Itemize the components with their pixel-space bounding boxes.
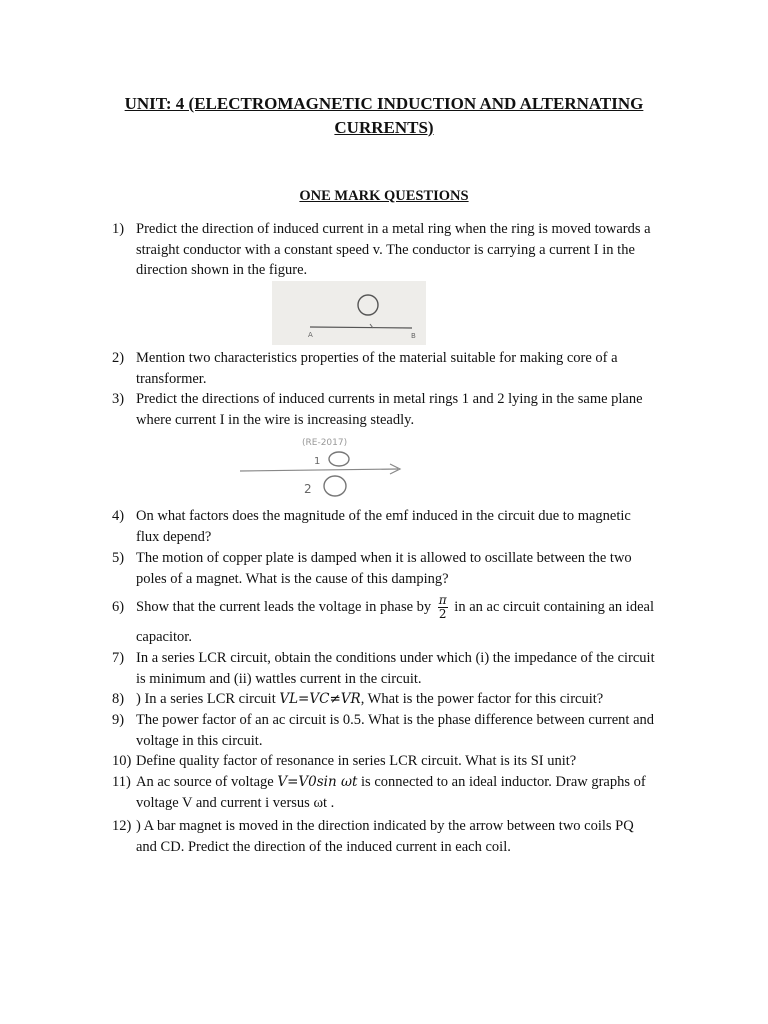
wire-end-label-b: B bbox=[411, 332, 416, 340]
question-12 bbox=[112, 816, 634, 857]
ring-1-label: 1 bbox=[314, 456, 321, 467]
question-11 bbox=[112, 772, 646, 813]
question-text-line: voltage in this circuit. bbox=[136, 732, 263, 749]
question-text-line: The power factor of an ac circuit is 0.5. What is the phase difference between current and bbox=[136, 712, 655, 728]
question-6 bbox=[112, 589, 654, 648]
question-number: 9) bbox=[112, 712, 125, 728]
question-text-line: straight conductor with a constant speed v. The conductor is carrying a current I in the bbox=[136, 241, 635, 258]
question-text-line: Mention two characteristics properties of the material suitable for making core of a bbox=[136, 350, 618, 366]
question-number: 4) bbox=[112, 508, 125, 524]
question-number: 11) bbox=[112, 774, 131, 790]
fraction-denominator: 2 bbox=[438, 607, 447, 622]
question-text-line: Predict the directions of induced currents in metal rings 1 and 2 lying in the same plane bbox=[136, 391, 643, 407]
question-10 bbox=[112, 751, 576, 772]
question-text-line: where current I in the wire is increasing steadly. bbox=[136, 411, 415, 428]
lcr-condition-formula: VL=VC≠VR bbox=[279, 691, 361, 707]
figure-two-rings bbox=[232, 432, 412, 504]
question-number: 12) bbox=[112, 818, 132, 834]
question-text-line: transformer. bbox=[136, 370, 207, 387]
question-text-line: The motion of copper plate is damped when it is allowed to oscillate between the two bbox=[136, 550, 632, 566]
question-text: Show that the current leads the voltage in phase by bbox=[136, 599, 432, 615]
question-text-line: direction shown in the figure. bbox=[136, 262, 308, 278]
question-text-line: Predict the direction of induced current in a metal ring when the ring is moved towards a bbox=[136, 221, 651, 237]
wire-end-label-a: A bbox=[308, 331, 313, 339]
ring-2-label: 2 bbox=[304, 482, 312, 496]
question-text-line: On what factors does the magnitude of the emf induced in the circuit due to magnetic bbox=[136, 508, 631, 524]
two-rings-diagram bbox=[232, 432, 412, 504]
question-number: 10) bbox=[112, 753, 132, 769]
question-5 bbox=[112, 548, 632, 589]
question-text-line: Define quality factor of resonance in series LCR circuit. What is its SI unit? bbox=[136, 753, 577, 769]
question-8 bbox=[112, 689, 603, 710]
section-heading: ONE MARK QUESTIONS bbox=[299, 188, 469, 204]
question-text: ) In a series LCR circuit bbox=[136, 691, 280, 707]
question-text: An ac source of voltage bbox=[136, 774, 278, 790]
figure-ring-near-conductor bbox=[272, 281, 426, 345]
question-text-line: poles of a magnet. What is the cause of this damping? bbox=[136, 570, 449, 587]
ring-conductor-diagram bbox=[272, 281, 426, 345]
question-text-line: and CD. Predict the direction of the induced current in each coil. bbox=[136, 838, 511, 855]
question-text-line: ) A bar magnet is moved in the direction indicated by the arrow between two coils PQ bbox=[136, 818, 634, 834]
question-text: , What is the power factor for this circuit? bbox=[360, 691, 604, 707]
question-number: 3) bbox=[112, 391, 125, 407]
question-text-line: is minimum and (ii) wattles current in the circuit. bbox=[136, 670, 422, 687]
pi-over-2-fraction bbox=[438, 594, 448, 621]
question-number: 8) bbox=[112, 691, 125, 707]
question-text: in an ac circuit containing an ideal bbox=[454, 599, 654, 615]
ac-voltage-formula: V=V0sin ωt bbox=[277, 774, 358, 790]
question-7 bbox=[112, 648, 655, 689]
question-number: 2) bbox=[112, 350, 125, 366]
unit-title-line-1: UNIT: 4 (ELECTROMAGNETIC INDUCTION AND ALTERNATING bbox=[124, 94, 644, 113]
question-2 bbox=[112, 348, 618, 389]
question-text-line: flux depend? bbox=[136, 528, 212, 545]
question-number: 1) bbox=[112, 221, 125, 237]
question-number: 5) bbox=[112, 550, 125, 566]
question-text-line: capacitor. bbox=[136, 629, 192, 645]
question-text: is connected to an ideal inductor. Draw graphs of bbox=[357, 774, 646, 790]
question-9 bbox=[112, 710, 654, 751]
question-number: 6) bbox=[112, 599, 125, 615]
question-4 bbox=[112, 506, 631, 547]
question-3 bbox=[112, 389, 643, 430]
question-1 bbox=[112, 219, 651, 281]
question-number: 7) bbox=[112, 650, 125, 666]
unit-title-line-2: CURRENTS) bbox=[334, 118, 434, 137]
fraction-numerator: π bbox=[438, 593, 447, 608]
question-text-line: voltage V and current i versus ωt . bbox=[136, 794, 335, 811]
question-text-line: In a series LCR circuit, obtain the conditions under which (i) the impedance of the circuit bbox=[136, 650, 655, 666]
figure-note: (RE-2017) bbox=[302, 438, 348, 448]
